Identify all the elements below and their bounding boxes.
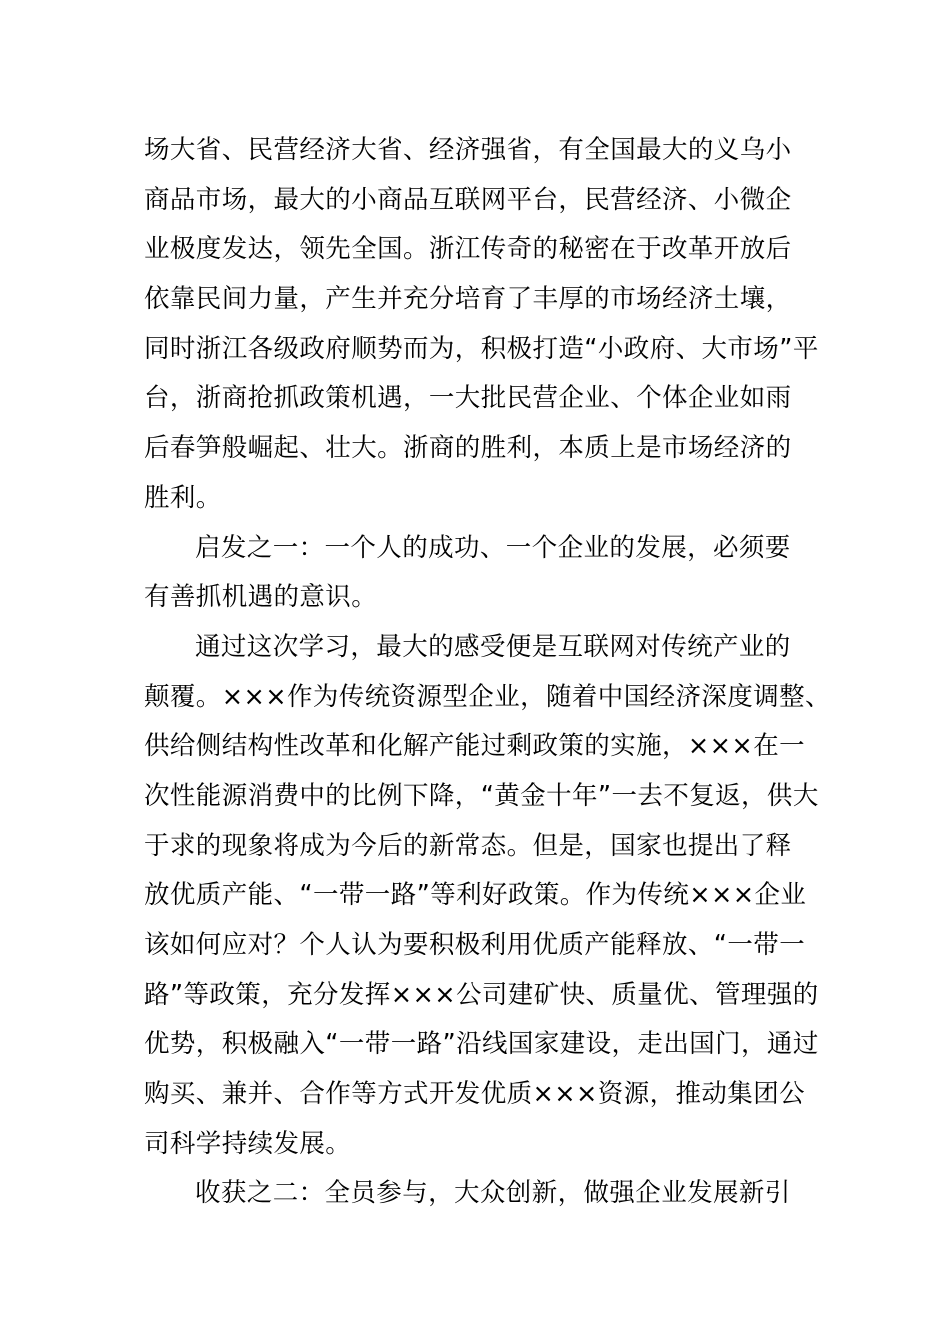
text-line: 场大省、民营经济大省、经济强省，有全国最大的义乌小 (144, 135, 792, 165)
text-line: 业极度发达，领先全国。浙江传奇的秘密在于改革开放后 (144, 234, 792, 265)
text-line: 司科学持续发展。 (144, 1128, 352, 1159)
section-heading-line: 启发之一：一个人的成功、一个企业的发展，必须要 (195, 532, 791, 563)
text-line: 颠覆。×××作为传统资源型企业，随着中国经济深度调整、 (144, 681, 831, 712)
text-line: 次性能源消费中的比例下降，“黄金十年”一去不复返，供大 (144, 780, 819, 811)
text-line: 台，浙商抢抓政策机遇，一大批民营企业、个体企业如雨 (144, 383, 792, 414)
document-body-text (144, 126, 834, 1219)
paragraph-start-line: 通过这次学习，最大的感受便是互联网对传统产业的 (195, 631, 791, 662)
text-line: 放优质产能、“一带一路”等利好政策。作为传统×××企业 (144, 880, 807, 911)
text-line: 于求的现象将成为今后的新常态。但是，国家也提出了释 (144, 830, 792, 861)
text-line: 供给侧结构性改革和化解产能过剩政策的实施，×××在一 (144, 731, 805, 762)
text-line: 优势，积极融入“一带一路”沿线国家建设，走出国门，通过 (144, 1029, 819, 1060)
text-line: 同时浙江各级政府顺势而为，积极打造“小政府、大市场”平 (144, 333, 819, 364)
text-line: 依靠民间力量，产生并充分培育了丰厚的市场经济土壤， (144, 284, 792, 315)
text-line: 胜利。 (144, 482, 222, 513)
text-line: 路”等政策，充分发挥×××公司建矿快、质量优、管理强的 (144, 979, 819, 1010)
text-line: 该如何应对？个人认为要积极利用优质产能释放、“一带一 (144, 930, 806, 960)
text-line: 有善抓机遇的意识。 (144, 582, 378, 613)
section-heading-line: 收获之二：全员参与，大众创新，做强企业发展新引 (195, 1178, 791, 1209)
text-line: 商品市场，最大的小商品互联网平台，民营经济、小微企 (144, 184, 792, 215)
text-line: 后春笋般崛起、壮大。浙商的胜利，本质上是市场经济的 (144, 433, 792, 464)
text-line: 购买、兼并、合作等方式开发优质×××资源，推动集团公 (144, 1079, 805, 1110)
